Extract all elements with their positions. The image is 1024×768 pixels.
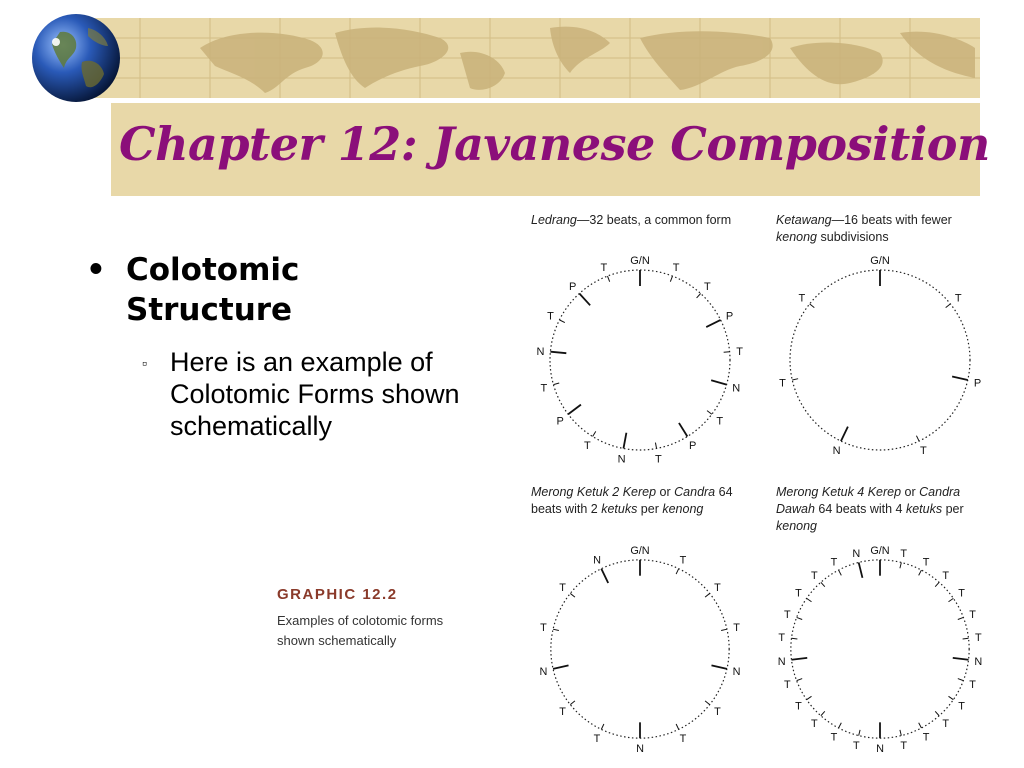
caption-text: Merong Ketuk 4 Kerep <box>776 485 902 499</box>
beat-tick <box>900 730 901 736</box>
beat-tick <box>919 570 922 575</box>
beat-label: N <box>536 345 545 358</box>
beat-tick <box>807 598 812 601</box>
beat-tick <box>859 562 863 577</box>
beat-label: T <box>975 632 982 645</box>
beat-label: T <box>559 705 566 718</box>
beat-tick <box>792 379 798 380</box>
beat-tick <box>601 724 604 729</box>
beat-label: T <box>716 415 724 428</box>
beat-tick <box>553 383 559 385</box>
beat-tick <box>601 569 608 583</box>
beat-label: T <box>778 632 785 645</box>
beat-label: T <box>655 453 662 466</box>
beat-label: T <box>969 608 976 621</box>
beat-tick <box>859 730 860 736</box>
beat-label: N <box>876 743 884 756</box>
beat-tick <box>724 352 730 353</box>
beat-tick <box>948 598 953 601</box>
colotomic-diagram-4 <box>770 545 990 758</box>
beat-label: T <box>900 547 908 560</box>
slide-title: Chapter 12: Javanese Composition <box>119 117 990 171</box>
caption-text: Candra <box>674 485 716 499</box>
beat-label: T <box>830 556 838 569</box>
beat-label: T <box>600 261 608 274</box>
diagram-caption-2 <box>776 212 991 246</box>
beat-label: G/N <box>630 545 650 557</box>
caption-text: Merong Ketuk 2 Kerep <box>531 485 657 499</box>
graphic-title: GRAPHIC 12.2 <box>277 586 398 603</box>
beat-tick <box>935 711 939 715</box>
beat-tick <box>706 320 720 327</box>
beat-tick <box>711 380 726 384</box>
beat-label: N <box>732 666 741 679</box>
caption-text: Ledrang <box>531 213 577 227</box>
colotomic-diagram-1 <box>530 255 750 470</box>
beat-label: T <box>852 740 860 753</box>
bullet-list <box>86 250 500 442</box>
beat-tick <box>676 724 679 729</box>
beat-label: P <box>725 310 734 323</box>
beat-tick <box>963 638 969 639</box>
beat-label: T <box>969 679 976 692</box>
beat-label: T <box>679 733 687 746</box>
beat-tick <box>670 276 672 282</box>
beat-tick <box>570 701 575 705</box>
beat-label: T <box>942 569 950 582</box>
bullet-level1 <box>86 250 386 330</box>
bullet-level2 <box>142 346 500 442</box>
bullet-level2-text: Here is an example of Colotomic Forms shown schematically <box>170 347 460 441</box>
beat-label: P <box>556 415 564 428</box>
beat-tick <box>721 629 727 630</box>
beat-label: T <box>679 554 687 567</box>
caption-text: —16 beats with fewer <box>831 213 952 227</box>
beat-label: N <box>593 554 601 567</box>
beat-tick <box>570 593 575 597</box>
beat-label: T <box>920 445 927 458</box>
colotomic-diagram-3 <box>530 545 750 758</box>
beat-tick <box>559 320 564 323</box>
beat-label: T <box>900 740 908 753</box>
beat-tick <box>553 665 568 669</box>
beat-tick <box>568 405 581 415</box>
beat-label: N <box>636 743 644 756</box>
graphic-caption: Examples of colotomic forms shown schematically <box>277 613 444 648</box>
caption-text: 64 beats with 2 <box>531 485 733 516</box>
caption-text: Ketawang <box>776 213 832 227</box>
beat-tick <box>900 562 901 568</box>
graphic-label <box>277 586 467 651</box>
caption-text: subdivisions <box>817 230 889 244</box>
beat-label: T <box>798 292 806 305</box>
beat-tick <box>958 617 964 619</box>
beat-tick <box>655 443 656 449</box>
cycle-circle <box>551 560 729 738</box>
caption-text: —32 beats, a common form <box>576 213 732 227</box>
beat-tick <box>623 433 626 449</box>
beat-label: T <box>714 705 721 718</box>
beat-tick <box>916 436 919 441</box>
beat-label: P <box>973 377 982 390</box>
beat-tick <box>919 723 922 728</box>
cycle-circle <box>790 270 970 450</box>
beat-tick <box>791 638 797 639</box>
beat-tick <box>841 427 848 441</box>
diagram-caption-4 <box>776 484 976 535</box>
beat-tick <box>953 658 969 660</box>
beat-label: T <box>958 587 965 600</box>
caption-text: ketuks <box>905 502 943 516</box>
bullet-dot-icon: • <box>86 252 106 288</box>
caption-text: or <box>656 485 675 499</box>
title-banner <box>111 103 990 196</box>
beat-tick <box>946 304 951 308</box>
beat-label: T <box>795 700 802 713</box>
beat-label: N <box>617 453 626 466</box>
beat-label: N <box>732 382 741 395</box>
beat-tick <box>607 276 609 282</box>
beat-label: T <box>795 587 802 600</box>
beat-tick <box>797 679 803 681</box>
beat-label: T <box>942 718 950 731</box>
beat-tick <box>935 582 939 586</box>
beat-label: T <box>540 621 547 634</box>
globe-icon <box>30 12 122 104</box>
beat-label: N <box>974 655 983 668</box>
beat-label: T <box>593 733 601 746</box>
beat-label: P <box>568 281 577 294</box>
beat-tick <box>707 411 712 415</box>
caption-text: or <box>901 485 920 499</box>
beat-tick <box>839 570 842 575</box>
beat-label: T <box>784 608 791 621</box>
beat-tick <box>810 304 815 308</box>
beat-label: T <box>583 440 591 453</box>
beat-tick <box>679 423 687 437</box>
beat-label: T <box>733 621 740 634</box>
beat-tick <box>705 701 710 705</box>
world-map-banner <box>80 18 980 98</box>
beat-tick <box>948 696 953 699</box>
beat-label: T <box>958 700 965 713</box>
beat-label: T <box>784 679 791 692</box>
beat-label: T <box>954 292 962 305</box>
square-bullet-icon: ▫ <box>142 355 147 371</box>
beat-tick <box>791 658 807 660</box>
beat-tick <box>711 665 726 669</box>
beat-label: G/N <box>870 255 890 267</box>
beat-label: G/N <box>630 255 650 267</box>
caption-text: kenong <box>776 519 818 533</box>
beat-label: T <box>714 582 721 595</box>
beat-tick <box>550 352 566 353</box>
beat-tick <box>553 629 559 630</box>
beat-label: G/N <box>870 545 890 557</box>
beat-label: T <box>547 310 554 323</box>
beat-label: N <box>777 655 786 668</box>
beat-label: T <box>810 569 818 582</box>
caption-text: 64 beats with 4 <box>814 502 906 516</box>
beat-label: T <box>672 261 680 274</box>
beat-label: T <box>810 718 818 731</box>
world-map-graphic <box>80 18 980 98</box>
beat-label: T <box>922 556 930 569</box>
beat-label: T <box>540 382 548 395</box>
diagram-caption-3 <box>531 484 746 518</box>
beat-label: N <box>852 547 861 560</box>
beat-tick <box>705 593 710 597</box>
beat-tick <box>839 723 842 728</box>
caption-text: Candra Dawah <box>776 485 961 516</box>
cycle-circle <box>550 270 730 453</box>
beat-tick <box>593 431 596 436</box>
beat-tick <box>697 293 701 297</box>
beat-tick <box>797 617 803 619</box>
beat-label: P <box>688 440 697 453</box>
beat-label: N <box>539 666 548 679</box>
beat-tick <box>821 711 825 715</box>
beat-tick <box>807 696 812 699</box>
cycle-circle <box>791 560 969 738</box>
beat-label: T <box>922 731 930 744</box>
beat-tick <box>958 679 964 681</box>
caption-text: ketuks <box>601 502 638 516</box>
caption-text: kenong <box>776 230 818 244</box>
beat-label: T <box>704 281 711 294</box>
beat-tick <box>821 582 825 586</box>
beat-tick <box>952 376 968 380</box>
beat-tick <box>579 293 590 305</box>
bullet-level1-text: Colotomic Structure <box>126 252 300 328</box>
beat-label: T <box>830 731 838 744</box>
beat-label: T <box>559 582 566 595</box>
beat-label: T <box>736 345 743 358</box>
diagram-caption-1 <box>531 212 761 229</box>
beat-label: T <box>779 377 786 390</box>
beat-tick <box>676 569 679 574</box>
caption-text: kenong <box>662 502 704 516</box>
colotomic-diagram-2 <box>770 255 990 470</box>
caption-text: per <box>637 502 663 516</box>
beat-label: N <box>832 445 841 458</box>
caption-text: per <box>942 502 964 516</box>
